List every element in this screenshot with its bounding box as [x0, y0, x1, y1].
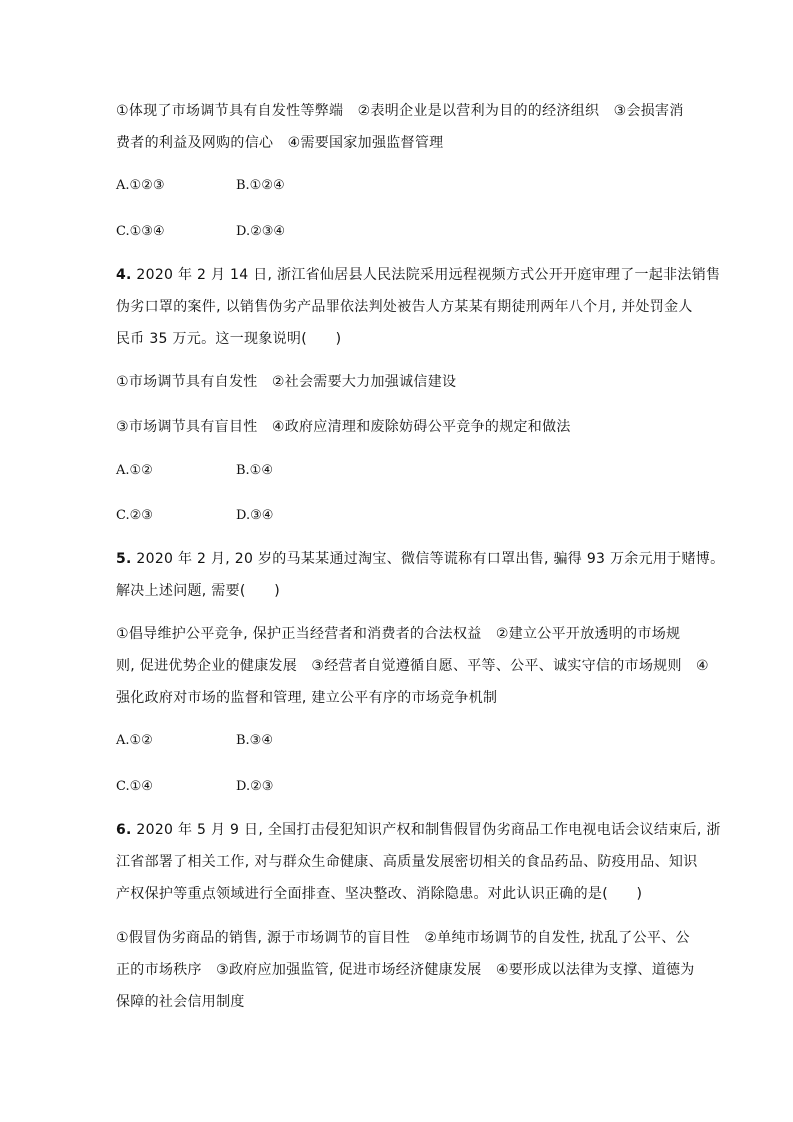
q4-stem-line-3: 民币 35 万元。这一现象说明( ) [116, 331, 342, 347]
q4-option-d: D.③④ [236, 508, 274, 523]
q5-stem-line-1 [116, 549, 724, 569]
q3-option-b: B.①②④ [236, 178, 285, 193]
q5-items-line-2: 则, 促进优势企业的健康发展 ③经营者自觉遵循自愿、平等、公平、诚实守信的市场规则 ④ [116, 658, 709, 674]
q3-items-line-2: 费者的利益及网购的信心 ④需要国家加强监督管理 [116, 135, 444, 151]
q5-option-c: C.①④ [116, 779, 153, 794]
q5-option-b: B.③④ [236, 733, 273, 748]
q4-stem-line-1 [116, 265, 720, 285]
q3-option-c: C.①③④ [116, 224, 165, 239]
q5-option-a: A.①② [116, 733, 153, 748]
q4-items-line-1: ①市场调节具有自发性 ②社会需要大力加强诚信建设 [116, 374, 457, 390]
q4-number: 4. [116, 267, 132, 283]
q6-stem-line-3: 产权保护等重点领域进行全面排查、坚决整改、消除隐患。对此认识正确的是( ) [116, 886, 643, 902]
q6-stem-line-2: 江省部署了相关工作, 对与群众生命健康、高质量发展密切相关的食品药品、防疫用品、知识 [116, 854, 698, 870]
q6-items-line-2: 正的市场秩序 ③政府应加强监管, 促进市场经济健康发展 ④要形成以法律为支撑、道德为 [116, 962, 695, 978]
q6-items-line-1: ①假冒伪劣商品的销售, 源于市场调节的盲目性 ②单纯市场调节的自发性, 扰乱了公平、公 [116, 930, 690, 946]
q6-stem-line-1 [116, 820, 721, 840]
q4-option-a: A.①② [116, 463, 153, 478]
q4-stem-line-2: 伪劣口罩的案件, 以销售伪劣产品罪依法判处被告人方某某有期徒刑两年八个月, 并处罚金人 [116, 299, 693, 315]
q4-option-b: B.①④ [236, 463, 273, 478]
q5-stem-line-2: 解决上述问题, 需要( ) [116, 583, 281, 599]
q4-option-c: C.②③ [116, 508, 153, 523]
q5-items-line-3: 强化政府对市场的监督和管理, 建立公平有序的市场竞争机制 [116, 690, 498, 706]
q5-option-d: D.②③ [236, 779, 274, 794]
q4-stem-text-1: 2020 年 2 月 14 日, 浙江省仙居县人民法院采用远程视频方式公开开庭审理了一起非法销售 [131, 267, 721, 283]
q6-stem-text-1: 2020 年 5 月 9 日, 全国打击侵犯知识产权和制售假冒伪劣商品工作电视电话会议结束后, 浙 [131, 822, 721, 838]
q3-option-d: D.②③④ [236, 224, 286, 239]
q5-stem-text-1: 2020 年 2 月, 20 岁的马某某通过淘宝、微信等谎称有口罩出售, 骗得 93 万余元用于赌博。 [131, 551, 725, 567]
q5-items-line-1: ①倡导维护公平竞争, 保护正当经营者和消费者的合法权益 ②建立公平开放透明的市场规 [116, 626, 681, 642]
q4-items-line-2: ③市场调节具有盲目性 ④政府应清理和废除妨碍公平竞争的规定和做法 [116, 419, 571, 435]
q3-option-a: A.①②③ [116, 178, 165, 193]
q6-items-line-3: 保障的社会信用制度 [116, 994, 245, 1010]
q5-number: 5. [116, 551, 132, 567]
q6-number: 6. [116, 822, 132, 838]
q3-items-line-1: ①体现了市场调节具有自发性等弊端 ②表明企业是以营利为目的的经济组织 ③会损害消 [116, 103, 684, 119]
